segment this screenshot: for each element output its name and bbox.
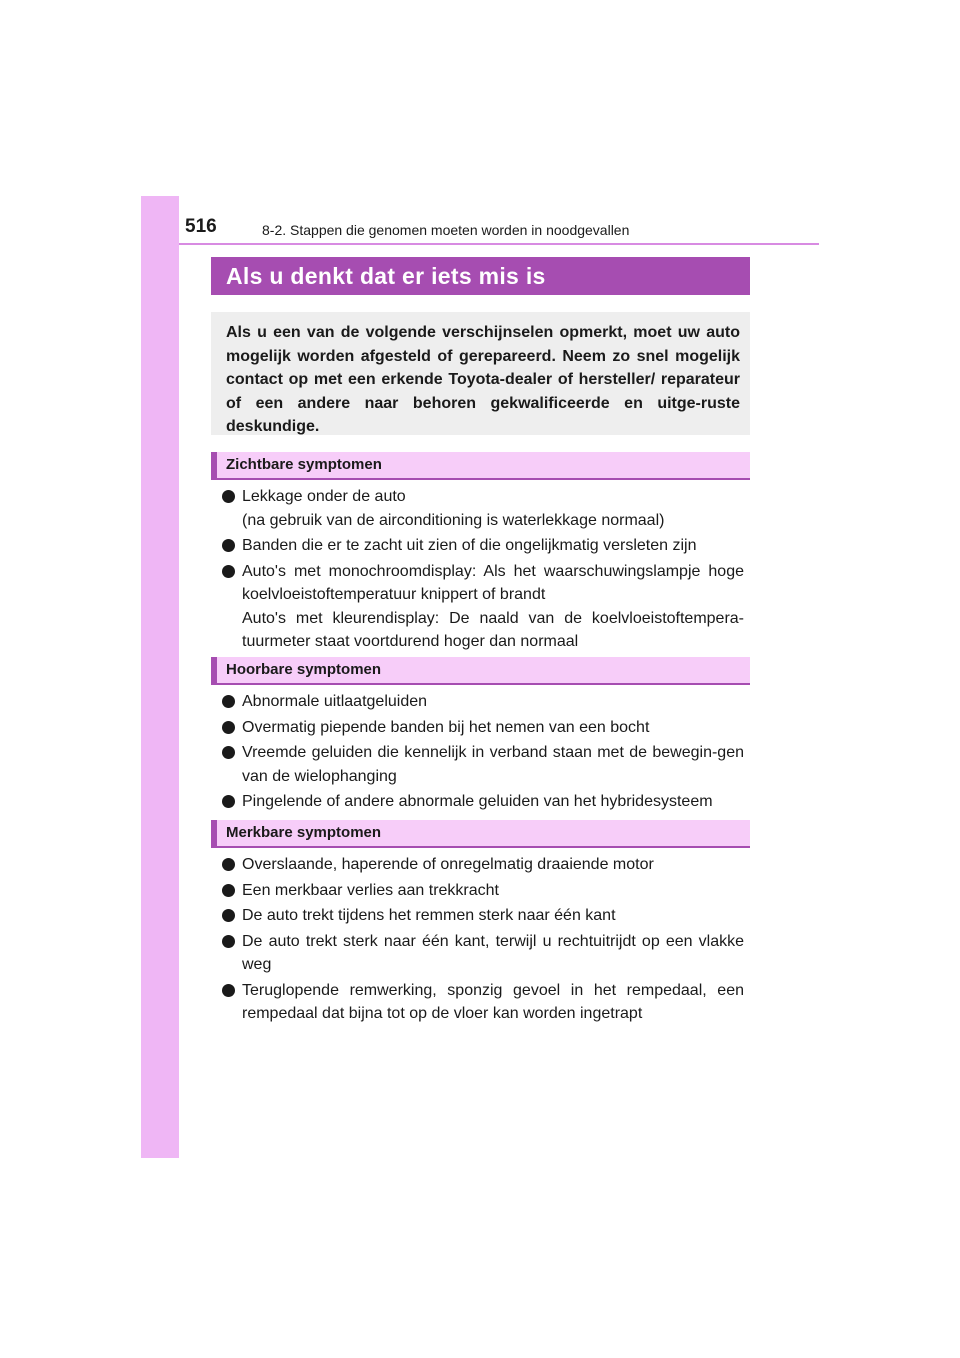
list-item	[222, 534, 744, 558]
list-item	[222, 560, 744, 654]
item-text: De auto trekt sterk naar één kant, terwijl u rechtuitrijdt op een vlakke weg	[242, 932, 744, 973]
bullet-icon	[222, 935, 235, 948]
list-noticeable-symptoms	[222, 853, 744, 1028]
list-item	[222, 690, 744, 714]
breadcrumb: 8-2. Stappen die genomen moeten worden in noodgevallen	[262, 222, 630, 238]
list-item	[222, 879, 744, 903]
intro-box	[211, 312, 750, 435]
list-item	[222, 979, 744, 1026]
list-item	[222, 930, 744, 977]
item-text: Auto's met kleurendisplay: De naald van de koelvloeistoftempera-tuurmeter staat voortdurend hoger dan normaal	[242, 609, 744, 650]
item-text: Overmatig piepende banden bij het nemen van een bocht	[242, 718, 650, 736]
list-item	[222, 716, 744, 740]
item-text: Lekkage onder de auto	[242, 488, 406, 505]
list-item	[222, 741, 744, 788]
bullet-icon	[222, 565, 235, 578]
item-text: Teruglopende remwerking, sponzig gevoel in het rempedaal, een rempedaal dat bijna tot op de vloer kan worden ingetrapt	[242, 981, 744, 1022]
intro-text: Als u een van de volgende verschijnselen opmerkt, moet uw auto mogelijk worden afgesteld of gerepareerd. Neem zo snel mogelijk contact op met een erkende Toyota-dealer of hersteller/ reparateur of een andere naar behoren gekwalificeerde en uitge-ruste deskundige.	[226, 324, 740, 435]
list-audible-symptoms	[222, 690, 744, 816]
list-item	[222, 853, 744, 877]
item-text: Pingelende of andere abnormale geluiden van het hybridesysteem	[242, 793, 713, 810]
section-title: Als u denkt dat er iets mis is	[211, 257, 750, 295]
bullet-icon	[222, 884, 235, 897]
item-text: Een merkbaar verlies aan trekkracht	[242, 881, 499, 899]
page-number: 516	[185, 216, 217, 237]
item-text: (na gebruik van de airconditioning is waterlekkage normaal)	[242, 511, 665, 529]
bullet-icon	[222, 984, 235, 997]
item-text: Overslaande, haperende of onregelmatig draaiende motor	[242, 856, 654, 873]
bullet-icon	[222, 858, 235, 871]
bullet-icon	[222, 795, 235, 808]
chapter-side-tab	[141, 196, 179, 1158]
subheading-visible-symptoms: Zichtbare symptomen	[211, 452, 750, 480]
item-text: Auto's met monochroomdisplay: Als het waarschuwingslampje hoge koelvloeistoftemperatuur knippert of brandt	[242, 562, 744, 603]
header-divider	[179, 243, 819, 245]
list-item	[222, 790, 744, 814]
list-item	[222, 904, 744, 928]
item-text: Vreemde geluiden die kennelijk in verband staan met de bewegin-gen van de wielophanging	[242, 744, 744, 785]
bullet-icon	[222, 695, 235, 708]
subheading-noticeable-symptoms: Merkbare symptomen	[211, 820, 750, 848]
subheading-audible-symptoms: Hoorbare symptomen	[211, 657, 750, 685]
bullet-icon	[222, 490, 235, 503]
item-text: De auto trekt tijdens het remmen sterk naar één kant	[242, 907, 616, 924]
bullet-icon	[222, 721, 235, 734]
bullet-icon	[222, 539, 235, 552]
list-visible-symptoms	[222, 485, 744, 656]
item-text: Banden die er te zacht uit zien of die ongelijkmatig versleten zijn	[242, 537, 697, 554]
bullet-icon	[222, 746, 235, 759]
item-text: Abnormale uitlaatgeluiden	[242, 693, 428, 710]
bullet-icon	[222, 909, 235, 922]
list-item	[222, 485, 744, 532]
